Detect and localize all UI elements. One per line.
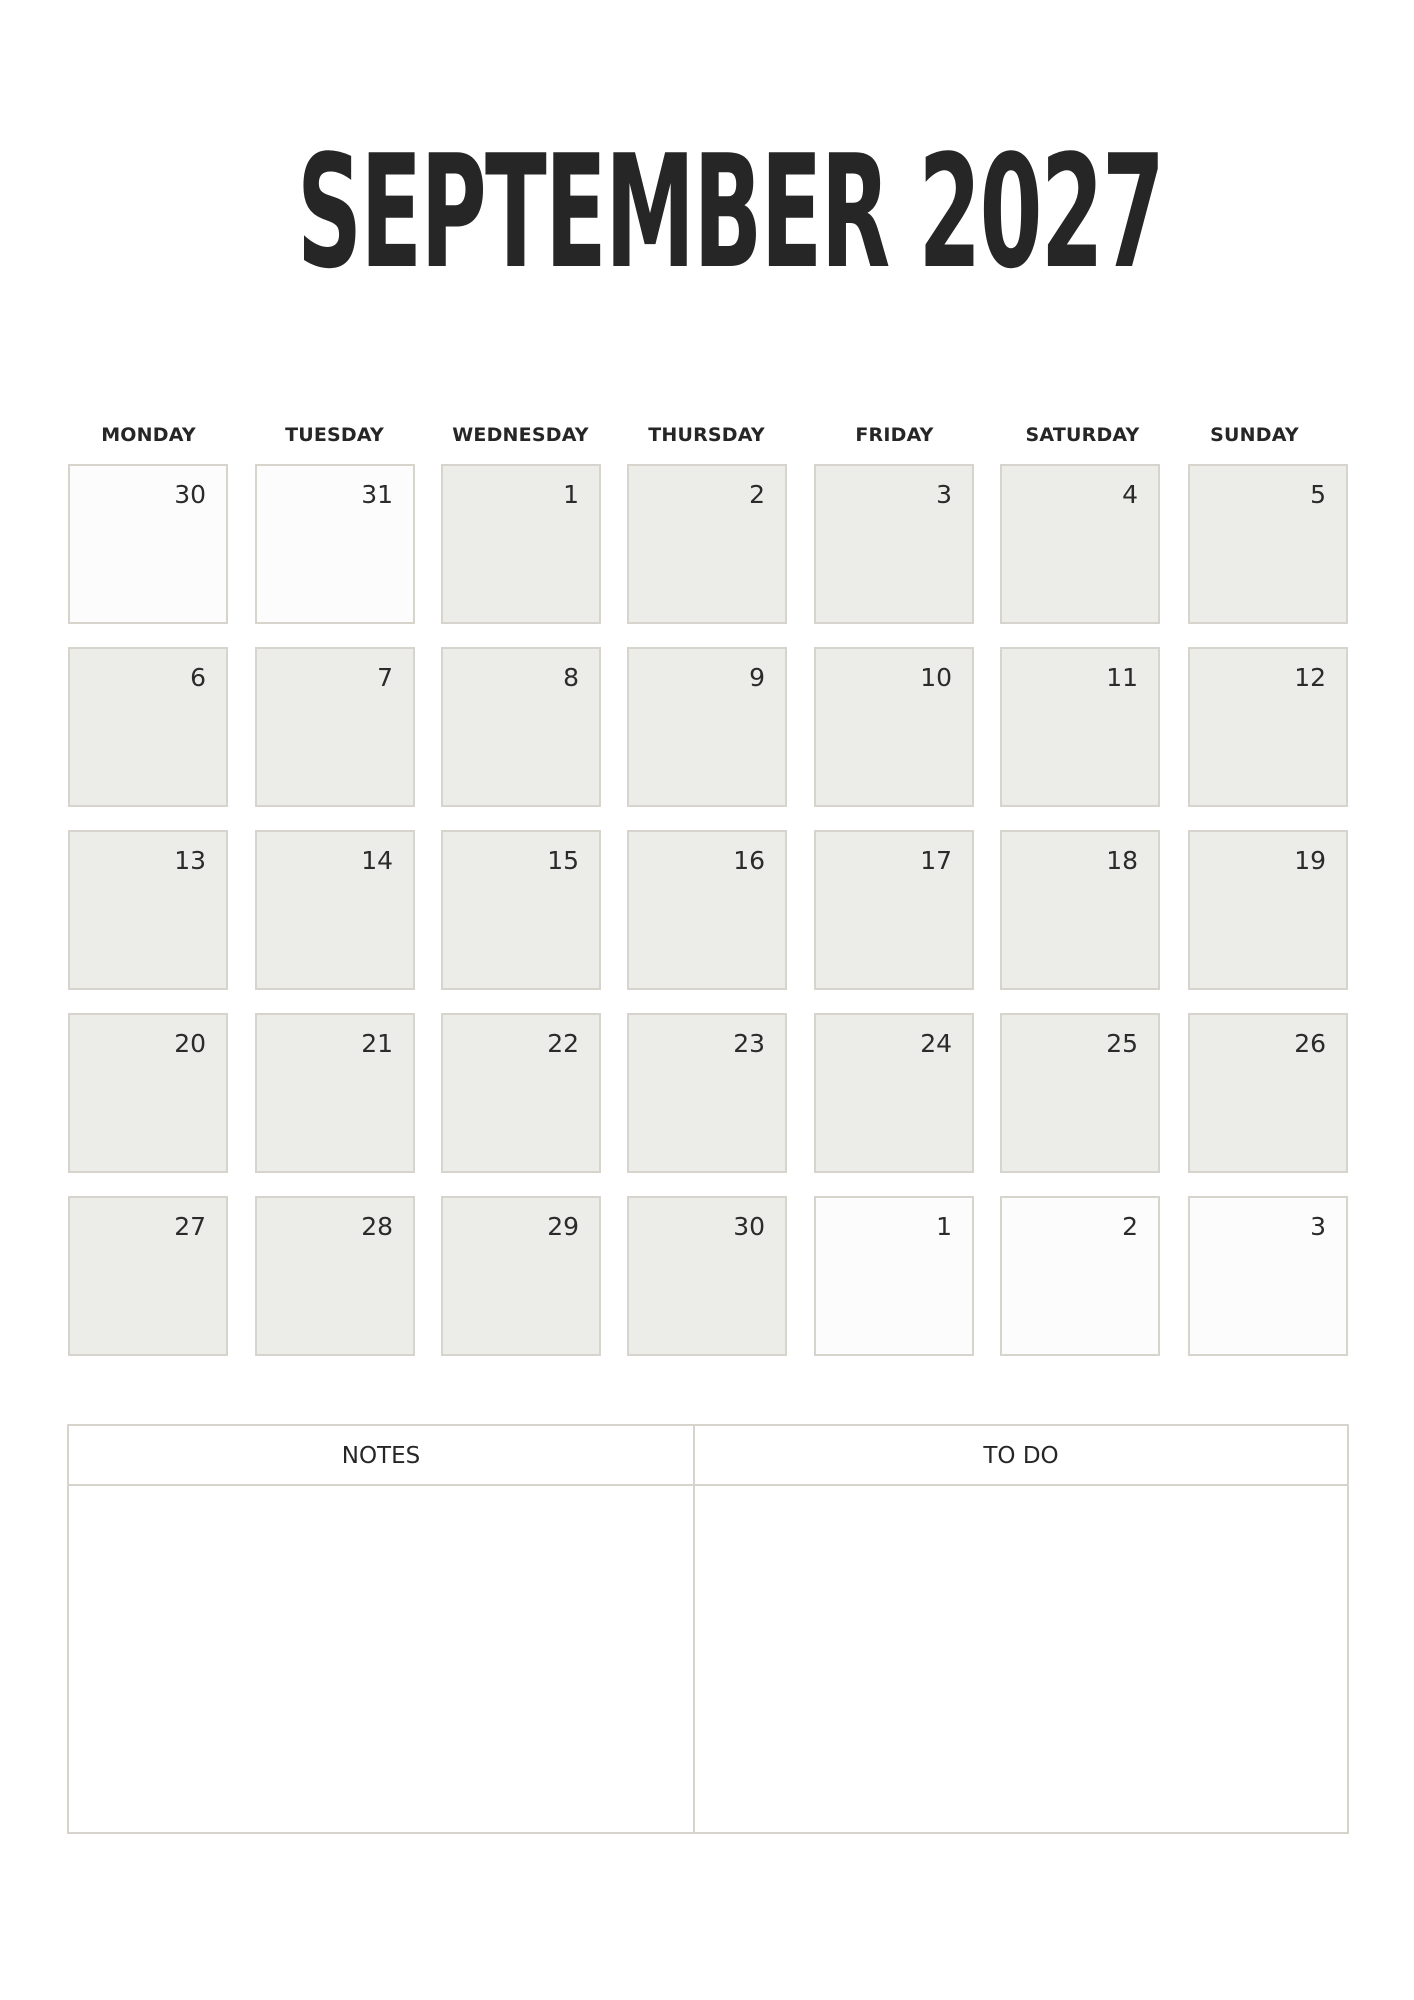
day-number: 14: [361, 846, 393, 875]
day-cell[interactable]: [1188, 830, 1348, 990]
page-title: SEPTEMBER 2027: [296, 121, 1164, 303]
day-number: 10: [920, 663, 952, 692]
day-number: 8: [563, 663, 579, 692]
day-number: 24: [920, 1029, 952, 1058]
todo-header: TO DO: [983, 1443, 1059, 1469]
day-cell[interactable]: [1188, 1013, 1348, 1173]
weekday-sunday: SUNDAY: [1210, 424, 1299, 446]
day-number: 22: [547, 1029, 579, 1058]
day-cell[interactable]: [814, 647, 974, 807]
day-cell[interactable]: [68, 830, 228, 990]
day-number: 13: [174, 846, 206, 875]
day-number: 2: [749, 480, 765, 509]
day-number: 11: [1106, 663, 1138, 692]
day-cell[interactable]: [627, 1013, 787, 1173]
day-cell[interactable]: [627, 1196, 787, 1356]
day-number: 4: [1122, 480, 1138, 509]
day-cell[interactable]: [814, 464, 974, 624]
weekday-header-row: [68, 420, 1350, 450]
day-number: 21: [361, 1029, 393, 1058]
weekday-monday: MONDAY: [101, 424, 196, 446]
day-cell[interactable]: [255, 647, 415, 807]
day-number: 20: [174, 1029, 206, 1058]
day-cell[interactable]: [441, 464, 601, 624]
day-cell[interactable]: [814, 1013, 974, 1173]
weekday-thursday: THURSDAY: [648, 424, 765, 446]
day-cell[interactable]: [441, 1196, 601, 1356]
day-number: 3: [936, 480, 952, 509]
day-number: 1: [936, 1212, 952, 1241]
day-cell[interactable]: [814, 830, 974, 990]
day-cell[interactable]: [255, 464, 415, 624]
day-cell[interactable]: [255, 830, 415, 990]
day-number: 19: [1294, 846, 1326, 875]
day-cell[interactable]: [1000, 1013, 1160, 1173]
weekday-friday: FRIDAY: [855, 424, 934, 446]
day-cell[interactable]: [68, 464, 228, 624]
weekday-wednesday: WEDNESDAY: [452, 424, 589, 446]
day-cell[interactable]: [1000, 830, 1160, 990]
day-cell[interactable]: [1188, 1196, 1348, 1356]
notes-todo-table: [67, 1424, 1349, 1834]
day-number: 27: [174, 1212, 206, 1241]
day-cell[interactable]: [627, 464, 787, 624]
day-number: 31: [361, 480, 393, 509]
day-cell[interactable]: [1000, 647, 1160, 807]
day-cell[interactable]: [68, 1013, 228, 1173]
day-number: 16: [733, 846, 765, 875]
day-number: 9: [749, 663, 765, 692]
day-number: 30: [174, 480, 206, 509]
day-cell[interactable]: [441, 1013, 601, 1173]
day-number: 15: [547, 846, 579, 875]
day-number: 25: [1106, 1029, 1138, 1058]
day-number: 6: [190, 663, 206, 692]
day-number: 12: [1294, 663, 1326, 692]
day-cell[interactable]: [255, 1196, 415, 1356]
day-cell[interactable]: [1000, 1196, 1160, 1356]
notes-header: NOTES: [341, 1443, 421, 1469]
day-number: 2: [1122, 1212, 1138, 1241]
weekday-tuesday: TUESDAY: [285, 424, 384, 446]
day-number: 1: [563, 480, 579, 509]
day-number: 23: [733, 1029, 765, 1058]
day-cell[interactable]: [1000, 464, 1160, 624]
day-number: 17: [920, 846, 952, 875]
day-number: 5: [1310, 480, 1326, 509]
day-cell[interactable]: [627, 647, 787, 807]
day-number: 18: [1106, 846, 1138, 875]
header-divider: [69, 1484, 1347, 1486]
day-cell[interactable]: [1188, 647, 1348, 807]
day-number: 7: [377, 663, 393, 692]
day-number: 26: [1294, 1029, 1326, 1058]
day-cell[interactable]: [441, 647, 601, 807]
day-number: 3: [1310, 1212, 1326, 1241]
column-divider: [693, 1426, 695, 1832]
day-cell[interactable]: [627, 830, 787, 990]
day-cell[interactable]: [814, 1196, 974, 1356]
day-cell[interactable]: [255, 1013, 415, 1173]
day-cell[interactable]: [1188, 464, 1348, 624]
day-number: 28: [361, 1212, 393, 1241]
day-number: 29: [547, 1212, 579, 1241]
weekday-saturday: SATURDAY: [1025, 424, 1140, 446]
day-cell[interactable]: [68, 647, 228, 807]
day-number: 30: [733, 1212, 765, 1241]
day-cell[interactable]: [441, 830, 601, 990]
day-cell[interactable]: [68, 1196, 228, 1356]
